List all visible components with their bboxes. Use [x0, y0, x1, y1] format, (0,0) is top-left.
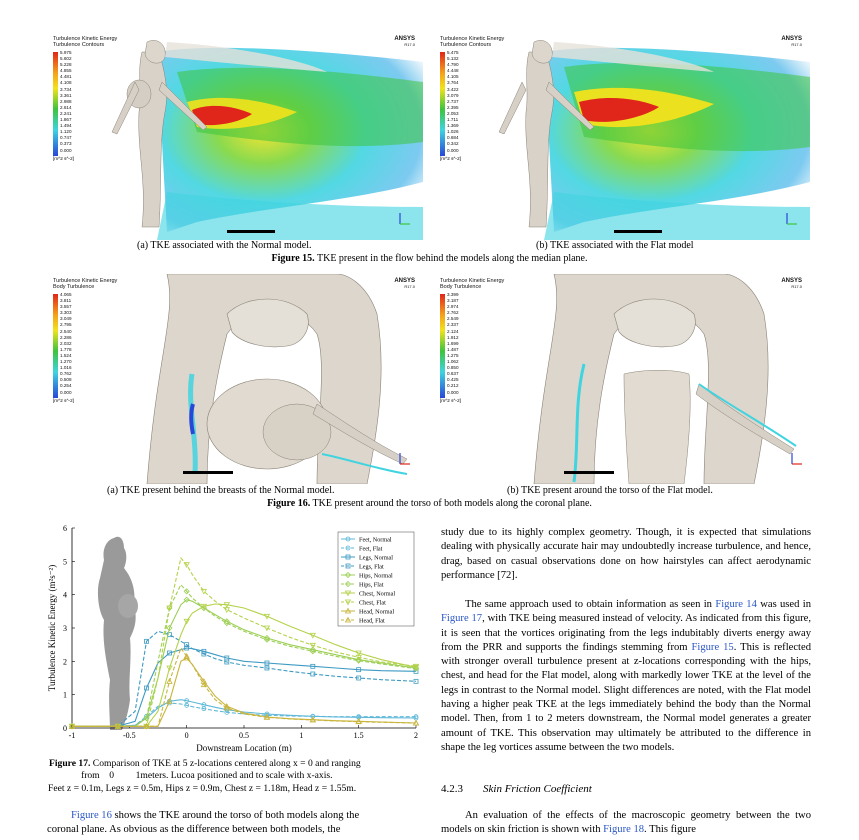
fig15-right-ansys-logo: ANSYS R17.0 — [781, 36, 802, 47]
x-tick-label: 0 — [184, 731, 189, 740]
colorbar-value: 2.124 — [447, 328, 459, 334]
fig16-right-body-surface — [434, 274, 810, 484]
colorbar-value: 3.049 — [60, 316, 72, 322]
fig15-right-colorbar — [440, 52, 445, 156]
fig16-right-axis-triad — [789, 450, 805, 466]
colorbar-value: 2.032 — [60, 340, 72, 346]
fig16-left-caption: (a) TKE present behind the breasts of the Normal model. — [107, 485, 335, 496]
colorbar-value: 1.778 — [60, 346, 72, 352]
x-tick-label: -0.5 — [122, 731, 136, 740]
y-axis-label: Turbulence Kinetic Energy (m²s⁻²) — [47, 564, 57, 692]
section-heading-4-2-3: 4.2.3 Skin Friction Coefficient — [441, 783, 592, 795]
y-tick-label: 5 — [63, 557, 67, 567]
colorbar-value: 2.988 — [60, 98, 72, 104]
fig15-right-caption: (b) TKE associated with the Flat model — [536, 240, 694, 251]
colorbar-value: 5.975 — [60, 50, 72, 55]
colorbar-value: 0.000 — [447, 389, 459, 395]
fig16-left-legend-title: Turbulence Kinetic Energy Body Turbulence — [53, 278, 118, 290]
fig15-right-legend-title: Turbulence Kinetic Energy Turbulence Contours — [440, 36, 505, 48]
fig17-caption-line1: Figure 17. Comparison of TKE at 5 z-locations centered along x = 0 and ranging — [49, 758, 361, 769]
fig16-right-contour — [434, 274, 810, 484]
colorbar-value: 3.399 — [447, 292, 459, 297]
colorbar-value: 1.912 — [447, 334, 459, 340]
colorbar-value: 1.026 — [447, 129, 459, 135]
colorbar-value: 0.000 — [60, 389, 72, 395]
x-tick-label: -1 — [68, 731, 76, 740]
x-tick-label: 0.5 — [239, 731, 249, 740]
colorbar-value: 4.108 — [60, 80, 72, 86]
fig15-right-contour — [434, 32, 810, 240]
fig15-left-colorbar — [53, 52, 58, 156]
colorbar-value: 0.000 — [60, 147, 72, 153]
colorbar-value: 1.699 — [447, 340, 459, 346]
colorbar-value: 5.475 — [447, 50, 459, 55]
colorbar-value: 0.000 — [447, 147, 459, 153]
link-figure-18[interactable]: Figure 18 — [603, 824, 645, 836]
left-text-line2: coronal plane. As obvious as the difference between both models, the — [47, 824, 341, 836]
colorbar-value: 0.254 — [60, 383, 72, 389]
fig15-right-scale-bar — [614, 230, 662, 233]
x-axis-label: Downstream Location (m) — [196, 743, 292, 753]
x-tick-label: 2 — [414, 731, 418, 740]
fig16-caption: Figure 16. TKE present around the torso of both models along the coronal plane. — [267, 498, 592, 509]
fig16-left-contour — [47, 274, 423, 484]
legend-entry: Head, Flat — [359, 617, 385, 625]
colorbar-value: 5.132 — [447, 56, 459, 62]
fig16-right-scale-bar — [564, 471, 614, 474]
x-tick-label: 1.5 — [353, 731, 364, 740]
fig15-right-unit: [m^2 s^-2] — [440, 156, 461, 161]
fig15-right-colorbar-values — [447, 50, 459, 154]
colorbar-value: 2.395 — [447, 104, 459, 110]
colorbar-value: 2.737 — [447, 98, 459, 104]
colorbar-value: 3.079 — [447, 92, 459, 98]
colorbar-value: 3.764 — [447, 80, 459, 86]
fig16-left-scale-bar — [183, 471, 233, 474]
fig15-right-axis-triad — [784, 210, 800, 226]
y-tick-label: 2 — [63, 657, 67, 667]
colorbar-value: 1.369 — [447, 123, 459, 129]
y-tick-label: 0 — [63, 724, 67, 733]
legend-entry: Legs, Normal — [359, 554, 394, 562]
colorbar-value: 3.557 — [60, 304, 72, 310]
colorbar-value: 2.053 — [447, 110, 459, 116]
fig15-left-ansys-logo: ANSYS R17.0 — [394, 36, 415, 47]
colorbar-value: 1.120 — [60, 129, 72, 135]
colorbar-value: 2.795 — [60, 322, 72, 328]
fig16-left-body-surface — [47, 274, 423, 484]
left-text-line1: Figure 16 shows the TKE around the torso of both models along the — [71, 810, 360, 821]
colorbar-value: 1.270 — [60, 359, 72, 365]
colorbar-value: 3.303 — [60, 310, 72, 316]
legend-entry: Feet, Normal — [359, 536, 392, 544]
fig15-left-scale-bar — [227, 230, 275, 233]
fig16-right-legend-title: Turbulence Kinetic Energy Body Turbulence — [440, 278, 505, 290]
colorbar-value: 3.734 — [60, 86, 72, 92]
fig16-left-ansys-logo: ANSYS R17.0 — [394, 278, 415, 289]
colorbar-value: 2.614 — [60, 104, 72, 110]
colorbar-value: 1.062 — [447, 359, 459, 365]
colorbar-value: 2.241 — [60, 110, 72, 116]
colorbar-value: 4.855 — [60, 68, 72, 74]
colorbar-value: 5.602 — [60, 56, 72, 62]
colorbar-value: 1.711 — [447, 117, 459, 123]
colorbar-value: 5.228 — [60, 62, 72, 68]
data-point — [224, 608, 229, 613]
colorbar-value: 2.762 — [447, 310, 459, 316]
fig15-left-axis-triad — [397, 210, 413, 226]
colorbar-value: 2.974 — [447, 304, 459, 310]
fig15-left-contour — [47, 32, 423, 240]
legend-entry: Hips, Flat — [359, 581, 384, 589]
y-tick-label: 1 — [63, 690, 67, 700]
fig16-right-unit: [m^2 s^-2] — [440, 398, 461, 403]
legend-entry: Head, Normal — [359, 608, 395, 616]
colorbar-value: 1.494 — [60, 123, 72, 129]
colorbar-value: 2.286 — [60, 334, 72, 340]
colorbar-value: 0.425 — [447, 377, 459, 383]
colorbar-value: 1.524 — [60, 352, 72, 358]
fig17-chart — [44, 520, 432, 760]
y-tick-label: 6 — [63, 524, 67, 533]
colorbar-value: 3.422 — [447, 86, 459, 92]
fig16-right-ansys-logo: ANSYS R17.0 — [781, 278, 802, 289]
fig16-left-colorbar-values — [60, 292, 72, 396]
fig15-caption: Figure 15. TKE present in the flow behind the models along the median plane. — [271, 253, 588, 264]
x-tick-label: 1 — [299, 731, 304, 740]
fig15-right-flow-field — [434, 32, 810, 240]
colorbar-value: 0.342 — [447, 141, 459, 147]
legend-entry: Chest, Normal — [359, 590, 396, 598]
fig15-left-colorbar-values — [60, 50, 72, 154]
fig17-caption-line2: from 0 1meters. Lucoa positioned and to scale with x-axis. — [81, 770, 333, 781]
colorbar-value: 3.361 — [60, 92, 72, 98]
colorbar-value: 1.275 — [447, 352, 459, 358]
colorbar-value: 3.187 — [447, 298, 459, 304]
fig16-right-colorbar-values — [447, 292, 459, 396]
colorbar-value: 4.448 — [447, 68, 459, 74]
legend-entry: Legs, Flat — [359, 563, 384, 571]
fig16-left-colorbar — [53, 294, 58, 398]
right-paragraph-1: study due to its highly complex geometry. Though, it is expected that simulations dealing with physically accurate hair may undoubtedly increase turbulence, and hence, drag, based on casual observations done on how hairstyles can affect aerodynamic performance [72]. — [441, 527, 811, 581]
colorbar-value: 3.811 — [60, 298, 72, 304]
fig16-right-colorbar — [440, 294, 445, 398]
link-figure-15[interactable]: Figure 15 — [691, 641, 734, 653]
colorbar-value: 2.549 — [447, 316, 459, 322]
fig16-left-axis-triad — [397, 450, 413, 466]
legend-entry: Chest, Flat — [359, 599, 386, 607]
colorbar-value: 0.747 — [60, 135, 72, 141]
link-figure-14[interactable]: Figure 14 — [715, 599, 757, 610]
fig17-caption-line3: Feet z = 0.1m, Legs z = 0.5m, Hips z = 0.9m, Chest z = 1.18m, Head z = 1.55m. — [48, 783, 357, 794]
colorbar-value: 4.105 — [447, 74, 459, 80]
y-tick-label: 3 — [63, 624, 67, 633]
link-figure-16[interactable]: Figure 16 — [71, 810, 112, 821]
fig17-figure-silhouette — [98, 537, 138, 730]
legend-entry: Hips, Normal — [359, 572, 393, 580]
colorbar-value: 0.637 — [447, 371, 459, 377]
fig16-right-caption: (b) TKE present around the torso of the Flat model. — [507, 485, 713, 496]
left-body-text — [47, 809, 419, 838]
colorbar-value: 1.487 — [447, 346, 459, 352]
fig15-left-flow-field — [47, 32, 423, 240]
colorbar-value: 0.373 — [60, 141, 72, 147]
colorbar-value: 0.508 — [60, 377, 72, 383]
fig17-chart-svg — [44, 520, 432, 760]
colorbar-value: 0.212 — [447, 383, 459, 389]
fig16-left-unit: [m^2 s^-2] — [53, 398, 74, 403]
colorbar-value: 1.016 — [60, 365, 72, 371]
colorbar-value: 1.867 — [60, 117, 72, 123]
colorbar-value: 2.540 — [60, 328, 72, 334]
data-point — [414, 679, 418, 683]
legend-entry: Feet, Flat — [359, 545, 383, 553]
colorbar-value: 4.065 — [60, 292, 72, 297]
colorbar-value: 0.850 — [447, 365, 459, 371]
fig15-left-caption: (a) TKE associated with the Normal model. — [137, 240, 312, 251]
fig15-left-unit: [m^2 s^-2] — [53, 156, 74, 161]
fig15-left-legend-title: Turbulence Kinetic Energy Turbulence Contours — [53, 36, 118, 48]
colorbar-value: 4.481 — [60, 74, 72, 80]
link-figure-17[interactable]: Figure 17 — [441, 613, 483, 625]
right-paragraph-3: An evaluation of the effects of the macroscopic geometry between the two models on skin friction is shown with Figure 18. This figure — [441, 810, 811, 836]
colorbar-value: 0.762 — [60, 371, 72, 377]
colorbar-value: 4.790 — [447, 62, 459, 68]
colorbar-value: 0.684 — [447, 135, 459, 141]
right-paragraph-2: The same approach used to obtain information as seen in Figure 14 was used in Figure 17, with TKE being measured instead of velocity. As indicated from this figure, it is seen that the vortices originating from the legs indubitably diverts energy away from the PRR and supports the findings stemming from Figure 15. This is reflected with stronger overall turbulence present at z-locations corresponding with the hips, chest, and head for the Flat model, along with markedly lower TKE at the level of the legs in contrast to the Normal model. Slight differences are noted, with the Flat model having a higher peak TKE at the legs immediately behind the body than the Normal model. Then, from 1 to 2 meters downstream, the Normal model generates a greater amount of TKE. This observation may ultimately be attributed to the difference in shape the leg vortices assume between the two models. — [441, 599, 811, 753]
colorbar-value: 2.337 — [447, 322, 459, 328]
y-tick-label: 4 — [63, 590, 67, 600]
